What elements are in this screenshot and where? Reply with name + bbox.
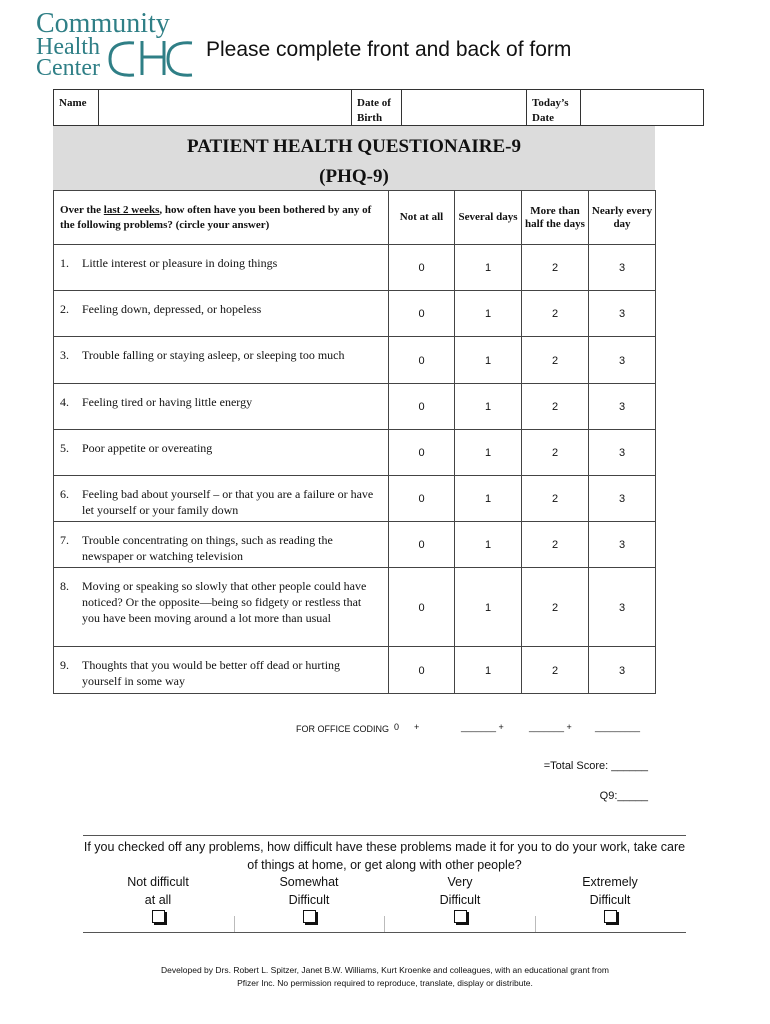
answer-option[interactable]: 1 xyxy=(455,291,522,337)
office-coding-label: FOR OFFICE CODING xyxy=(296,724,389,734)
answer-option[interactable]: 1 xyxy=(455,337,522,384)
option-separator xyxy=(384,916,385,932)
question-row xyxy=(54,430,656,476)
name-field[interactable] xyxy=(99,90,352,125)
checkbox-very-difficult[interactable] xyxy=(454,910,467,923)
answer-option[interactable]: 1 xyxy=(455,384,522,430)
option-separator xyxy=(234,916,235,932)
question-row xyxy=(54,291,656,337)
question-cell xyxy=(54,522,389,568)
answer-option[interactable]: 3 xyxy=(589,337,656,384)
question-text: Trouble falling or staying asleep, or sleeping too much xyxy=(82,348,345,362)
coding-blank-2[interactable]: _______ + xyxy=(529,722,572,732)
answer-option[interactable]: 0 xyxy=(389,430,455,476)
question-text: Feeling tired or having little energy xyxy=(82,395,253,409)
table-header-row xyxy=(54,191,656,245)
checkbox-not-difficult[interactable] xyxy=(152,910,165,923)
question-text: Moving or speaking so slowly that other people could have noticed? Or the opposite—being so fidgety or restless that you have been moving around a lot more than usual xyxy=(82,579,367,625)
answer-option[interactable]: 3 xyxy=(589,476,656,522)
question-cell xyxy=(54,245,389,291)
question-number: 4. xyxy=(60,395,69,409)
answer-option[interactable]: 0 xyxy=(389,245,455,291)
column-header-several-days: Several days xyxy=(455,191,522,245)
question-text: Trouble concentrating on things, such as reading the newspaper or watching television xyxy=(82,533,333,563)
answer-option[interactable]: 3 xyxy=(589,522,656,568)
answer-option[interactable]: 2 xyxy=(522,476,589,522)
column-header-nearly-every-day: Nearly every day xyxy=(589,191,656,245)
question-text: Poor appetite or overeating xyxy=(82,441,213,455)
question-number: 6. xyxy=(60,487,69,501)
last-two-weeks-emphasis: last 2 weeks xyxy=(103,203,160,216)
todays-date-field[interactable] xyxy=(581,90,703,125)
answer-option[interactable]: 2 xyxy=(522,245,589,291)
attribution-footer xyxy=(90,964,680,990)
total-score-field[interactable]: =Total Score: ______ xyxy=(543,760,648,772)
answer-option[interactable]: 1 xyxy=(455,647,522,694)
question-number: 9. xyxy=(60,658,69,672)
answer-option[interactable]: 3 xyxy=(589,245,656,291)
answer-option[interactable]: 3 xyxy=(589,568,656,647)
answer-option[interactable]: 0 xyxy=(389,291,455,337)
answer-option[interactable]: 0 xyxy=(389,337,455,384)
answer-option[interactable]: 0 xyxy=(389,568,455,647)
question-text: Thoughts that you would be better off dead or hurting yourself in some way xyxy=(82,658,341,688)
divider-bottom xyxy=(83,932,686,933)
dob-field[interactable] xyxy=(402,90,527,125)
questionnaire-title: PATIENT HEALTH QUESTIONAIRE-9 xyxy=(187,136,521,157)
answer-option[interactable]: 1 xyxy=(455,476,522,522)
answer-option[interactable]: 0 xyxy=(389,384,455,430)
question-text: Feeling down, depressed, or hopeless xyxy=(82,302,262,316)
todays-date-label: Today’s Date xyxy=(527,90,581,125)
answer-option[interactable]: 3 xyxy=(589,430,656,476)
coding-plus: + xyxy=(414,722,420,732)
page-title: Please complete front and back of form xyxy=(206,38,572,61)
answer-option[interactable]: 0 xyxy=(389,522,455,568)
question-cell xyxy=(54,430,389,476)
answer-option[interactable]: 3 xyxy=(589,647,656,694)
question-cell xyxy=(54,568,389,647)
community-health-center-logo xyxy=(36,8,196,81)
difficulty-option-extremely: Extremely Difficult xyxy=(582,875,638,907)
logo-word-health: Health xyxy=(36,34,100,60)
questionnaire-title-banner xyxy=(53,126,655,190)
question-column-header: Over the last 2 weeks, how often have you been bothered by any of the following problems? (circle your answer) xyxy=(54,191,389,245)
answer-option[interactable]: 1 xyxy=(455,568,522,647)
question-cell xyxy=(54,384,389,430)
coding-blank-3[interactable]: _________ xyxy=(595,722,641,732)
phq9-table xyxy=(53,190,656,694)
chc-logo-mark-icon xyxy=(104,37,196,79)
name-label: Name xyxy=(54,90,99,125)
answer-option[interactable]: 2 xyxy=(522,384,589,430)
question-row xyxy=(54,568,656,647)
question-number: 8. xyxy=(60,579,69,593)
answer-option[interactable]: 2 xyxy=(522,568,589,647)
question-number: 1. xyxy=(60,256,69,270)
question-row xyxy=(54,522,656,568)
questionnaire-subtitle: (PHQ-9) xyxy=(319,166,389,187)
answer-option[interactable]: 2 xyxy=(522,430,589,476)
difficulty-option-somewhat: Somewhat Difficult xyxy=(279,875,339,907)
answer-option[interactable]: 0 xyxy=(389,647,455,694)
question-row xyxy=(54,245,656,291)
answer-option[interactable]: 1 xyxy=(455,522,522,568)
coding-blank-1[interactable]: _______ + xyxy=(461,722,504,732)
question-row xyxy=(54,647,656,694)
question-text: Little interest or pleasure in doing things xyxy=(82,256,278,270)
q9-score-field[interactable]: Q9:_____ xyxy=(599,790,648,802)
difficulty-option-not-difficult: Not difficult at all xyxy=(127,875,189,907)
divider-top xyxy=(83,835,686,836)
answer-option[interactable]: 3 xyxy=(589,291,656,337)
dob-label: Date of Birth xyxy=(352,90,402,125)
question-row xyxy=(54,337,656,384)
question-row xyxy=(54,384,656,430)
answer-option[interactable]: 1 xyxy=(455,430,522,476)
answer-option[interactable]: 2 xyxy=(522,647,589,694)
footer-line-1: Developed by Drs. Robert L. Spitzer, Janet B.W. Williams, Kurt Kroenke and colleagues, with an educational grant from xyxy=(161,965,609,975)
question-number: 3. xyxy=(60,348,69,362)
question-text: Feeling bad about yourself – or that you are a failure or have let yourself or your family down xyxy=(82,487,374,517)
checkbox-somewhat-difficult[interactable] xyxy=(303,910,316,923)
difficulty-option-very: Very Difficult xyxy=(439,875,481,907)
checkbox-extremely-difficult[interactable] xyxy=(604,910,617,923)
difficulty-question: If you checked off any problems, how difficult have these problems made it for you to do your work, take care of things at home, or get along with other people? xyxy=(83,840,686,872)
answer-option[interactable]: 0 xyxy=(389,476,455,522)
question-number: 5. xyxy=(60,441,69,455)
question-row xyxy=(54,476,656,522)
answer-option[interactable]: 1 xyxy=(455,245,522,291)
question-number: 7. xyxy=(60,533,69,547)
question-cell xyxy=(54,337,389,384)
logo-word-center: Center xyxy=(36,55,100,81)
column-header-more-than-half: More than half the days xyxy=(522,191,589,245)
option-separator xyxy=(535,916,536,932)
question-cell xyxy=(54,476,389,522)
column-header-not-at-all: Not at all xyxy=(389,191,455,245)
answer-option[interactable]: 2 xyxy=(522,291,589,337)
answer-option[interactable]: 2 xyxy=(522,522,589,568)
question-cell xyxy=(54,291,389,337)
answer-option[interactable]: 3 xyxy=(589,384,656,430)
question-number: 2. xyxy=(60,302,69,316)
logo-word-community: Community xyxy=(36,8,170,39)
patient-info-bar xyxy=(53,89,704,126)
footer-line-2: Pfizer Inc. No permission required to reproduce, translate, display or distribute. xyxy=(237,978,533,988)
question-cell xyxy=(54,647,389,694)
coding-zero: 0 xyxy=(394,722,400,732)
answer-option[interactable]: 2 xyxy=(522,337,589,384)
